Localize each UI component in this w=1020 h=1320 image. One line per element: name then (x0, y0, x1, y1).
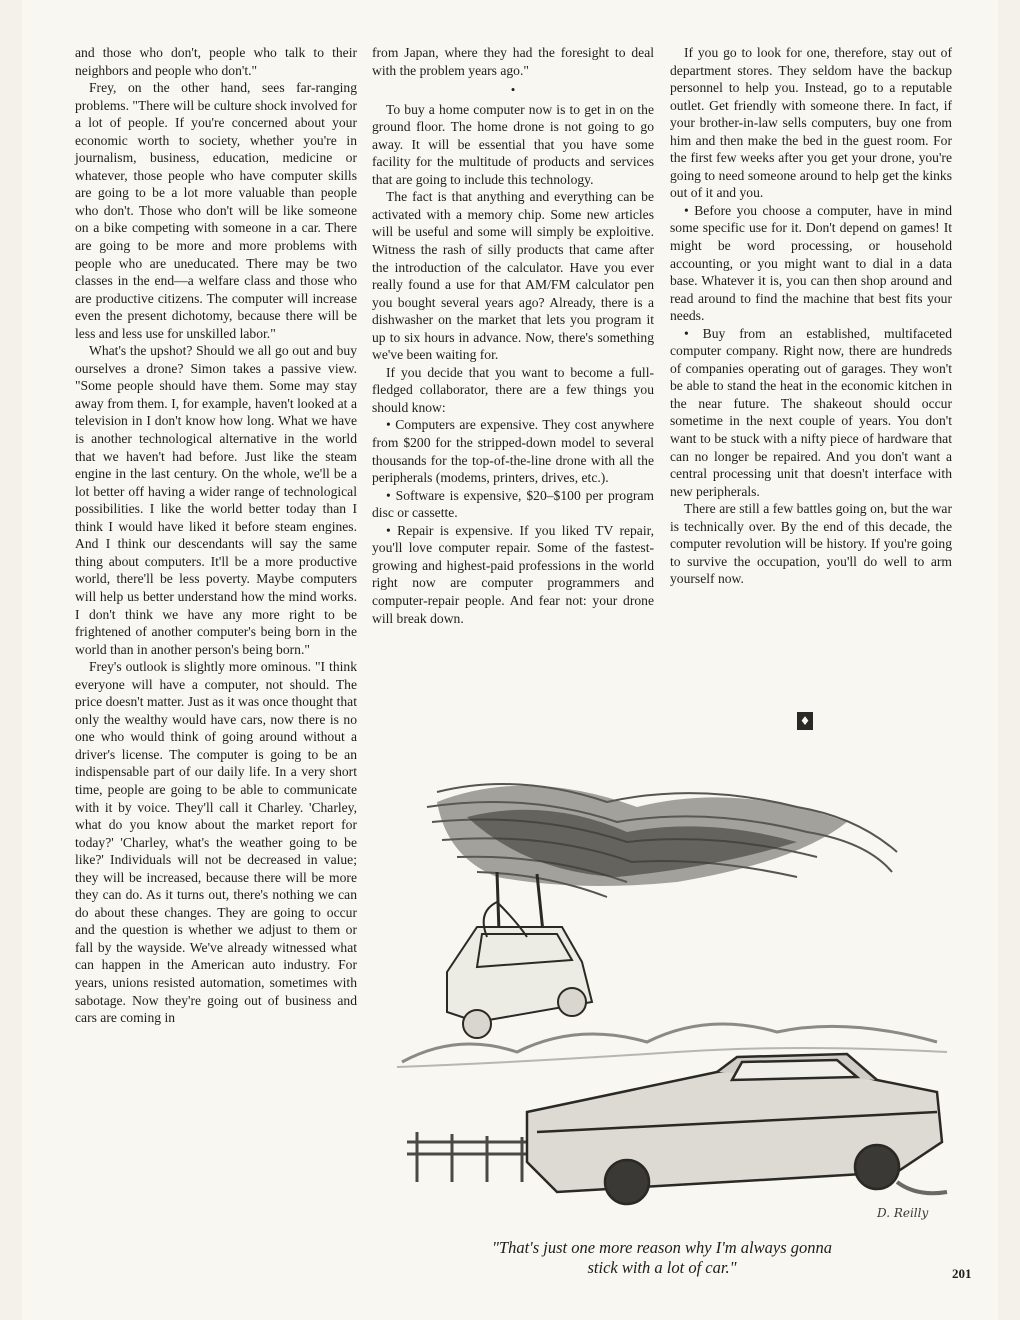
paragraph: and those who don't, people who talk to their neighbors and people who don't." (75, 45, 357, 78)
caption-line-2: stick with a lot of car." (587, 1258, 737, 1277)
text-column-3 (670, 44, 952, 588)
text-column-1 (75, 44, 357, 1027)
paragraph: If you decide that you want to become a full-fledged collaborator, there are a few things you should know: (372, 364, 654, 415)
cartoon-caption (402, 1238, 922, 1278)
rabbit-head-icon: ♦ (797, 712, 813, 730)
page-number: 201 (952, 1266, 972, 1281)
paragraph: What's the upshot? Should we all go out and buy ourselves a drone? Simon takes a passive view. "Some people should have them. Some may stay away from them. I, for example, haven't looked at a television in I don't know how long. What we have is another technological alternative in the world that we haven't had before. Just like the steam engine in the last century. On the whole, we'll be a lot better off having a wider range of technological possibilities. I like the world better today than I think I would have liked it before steam engines. And I think our descendants will say the same thing about computers. It'll be a more productive world, there'll be less poverty. Maybe computers will help us better understand how the mind works. I don't think we have any more right to be frightened of another computer's being born in the world than in another person's being born." (75, 343, 357, 657)
list-item: • Software is expensive, $20–$100 per program disc or cassette. (372, 487, 654, 521)
paragraph: Frey's outlook is slightly more ominous. "I think everyone will have a computer, not should. The price doesn't matter. Just as it was once thought that only the wealthy would have cars, now there is no one who would think of going around without a driver's license. The computer is going to be an indispensable part of our daily life. In a very short time, people are going to be able to communicate with it by voice. They'll call it Charley. 'Charley, what do you know about the market report for today?' 'Charley, what's the weather going to be like?' Individuals will not be decreased in value; they will be increased, because there will be more they can do. As it turns out, there's nothing we can do about these changes. They are going to occur and the question is whether we adjust to them or fall by the wayside. We've already witnessed what can happen in the American auto industry. For years, unions resisted automation, sometimes with sabotage. Now they're going out of business and cars are coming in (75, 659, 357, 1026)
magazine-page (22, 0, 998, 1320)
paragraph: If you go to look for one, therefore, stay out of department stores. They seldom have the backup personnel to help you. Instead, go to a reputable outlet. Get friendly with someone there. In fact, if your brother-in-law sells computers, buy one from him and then make the bed in the guest room. For the first few weeks after you get your drone, you're going to need someone around to help get the kinks out of it and you. (670, 45, 952, 201)
list-item: • Buy from an established, multifaceted computer company. Right now, there are hundreds of companies operating out of garages. They won't be able to stand the heat in the economic kitchen in the near future. The shakeout should occur sometime in the next couple of years. You don't want to be stuck with a nifty piece of hardware that can no longer be repaired. And you don't want a central processing unit that doesn't interface with new peripherals. (670, 325, 952, 499)
list-item: • Before you choose a computer, have in mind some specific use for it. Don't depend on games! It might be word processing, or household accounting, or you might want to dial in a data base. Whatever it is, you can then shop around and read around to find the machine that best fits your needs. (670, 202, 952, 324)
flying-car-drawing (447, 902, 592, 1038)
list-item: • Repair is expensive. If you liked TV repair, you'll love computer repair. Some of the fastest-growing and highest-paid professions in the world right now are computer programmers and computer-repair people. And fear not: your drone will break down. (372, 522, 654, 626)
artist-signature: D. Reilly (877, 1206, 929, 1220)
caption-line-1: "That's just one more reason why I'm always gonna (491, 1238, 832, 1257)
paragraph: from Japan, where they had the foresight to deal with the problem years ago." (372, 45, 654, 78)
ground-car-drawing (527, 1054, 947, 1204)
text-column-2 (372, 44, 654, 627)
paragraph: There are still a few battles going on, but the war is technically over. By the end of this decade, the computer revolution will be history. If you're going to survive the occupation, you'll do well to arm yourself now. (670, 501, 952, 587)
list-item: • Computers are expensive. They cost anywhere from $200 for the stripped-down model to several thousands for the top-of-the-line drone with all the peripherals (modems, printers, drives, etc.). (372, 417, 654, 486)
paragraph: To buy a home computer now is to get in on the ground floor. The home drone is not going to go away. It will be essential that you have some facility for the multitude of products and services that are going to include this technology. (372, 101, 654, 187)
fence-drawing (407, 1132, 527, 1182)
paragraph: The fact is that anything and everything can be activated with a memory chip. Some new articles will be useful and some will simply be exploitive. Witness the rash of silly products that came after the introduction of the calculator. Have you ever really found a use for that AM/FM calculator pen you bought several years ago? Already, there is a dishwasher on the market that lets you program it up to six hours in advance. Now, there's something we've been waiting for. (372, 189, 654, 363)
paragraph: Frey, on the other hand, sees far-ranging problems. "There will be culture shock involved for a lot of people. If you're concerned about your economic worth to society, whether you're in journalism, business, education, medicine or whatever, those people who have computer skills are going to be a lot more valuable than people who don't. Those who don't will be like someone on a bike competing with someone in a car. There are going to be more and more problems with people who are uneducated. There may be two classes in the end—a welfare class and those who are productive citizens. The computer will increase even the present dichotomy, because there will be less and less use for unskilled labor." (75, 80, 357, 341)
section-break-dot: • (510, 82, 516, 98)
cartoon-illustration (377, 762, 957, 1227)
